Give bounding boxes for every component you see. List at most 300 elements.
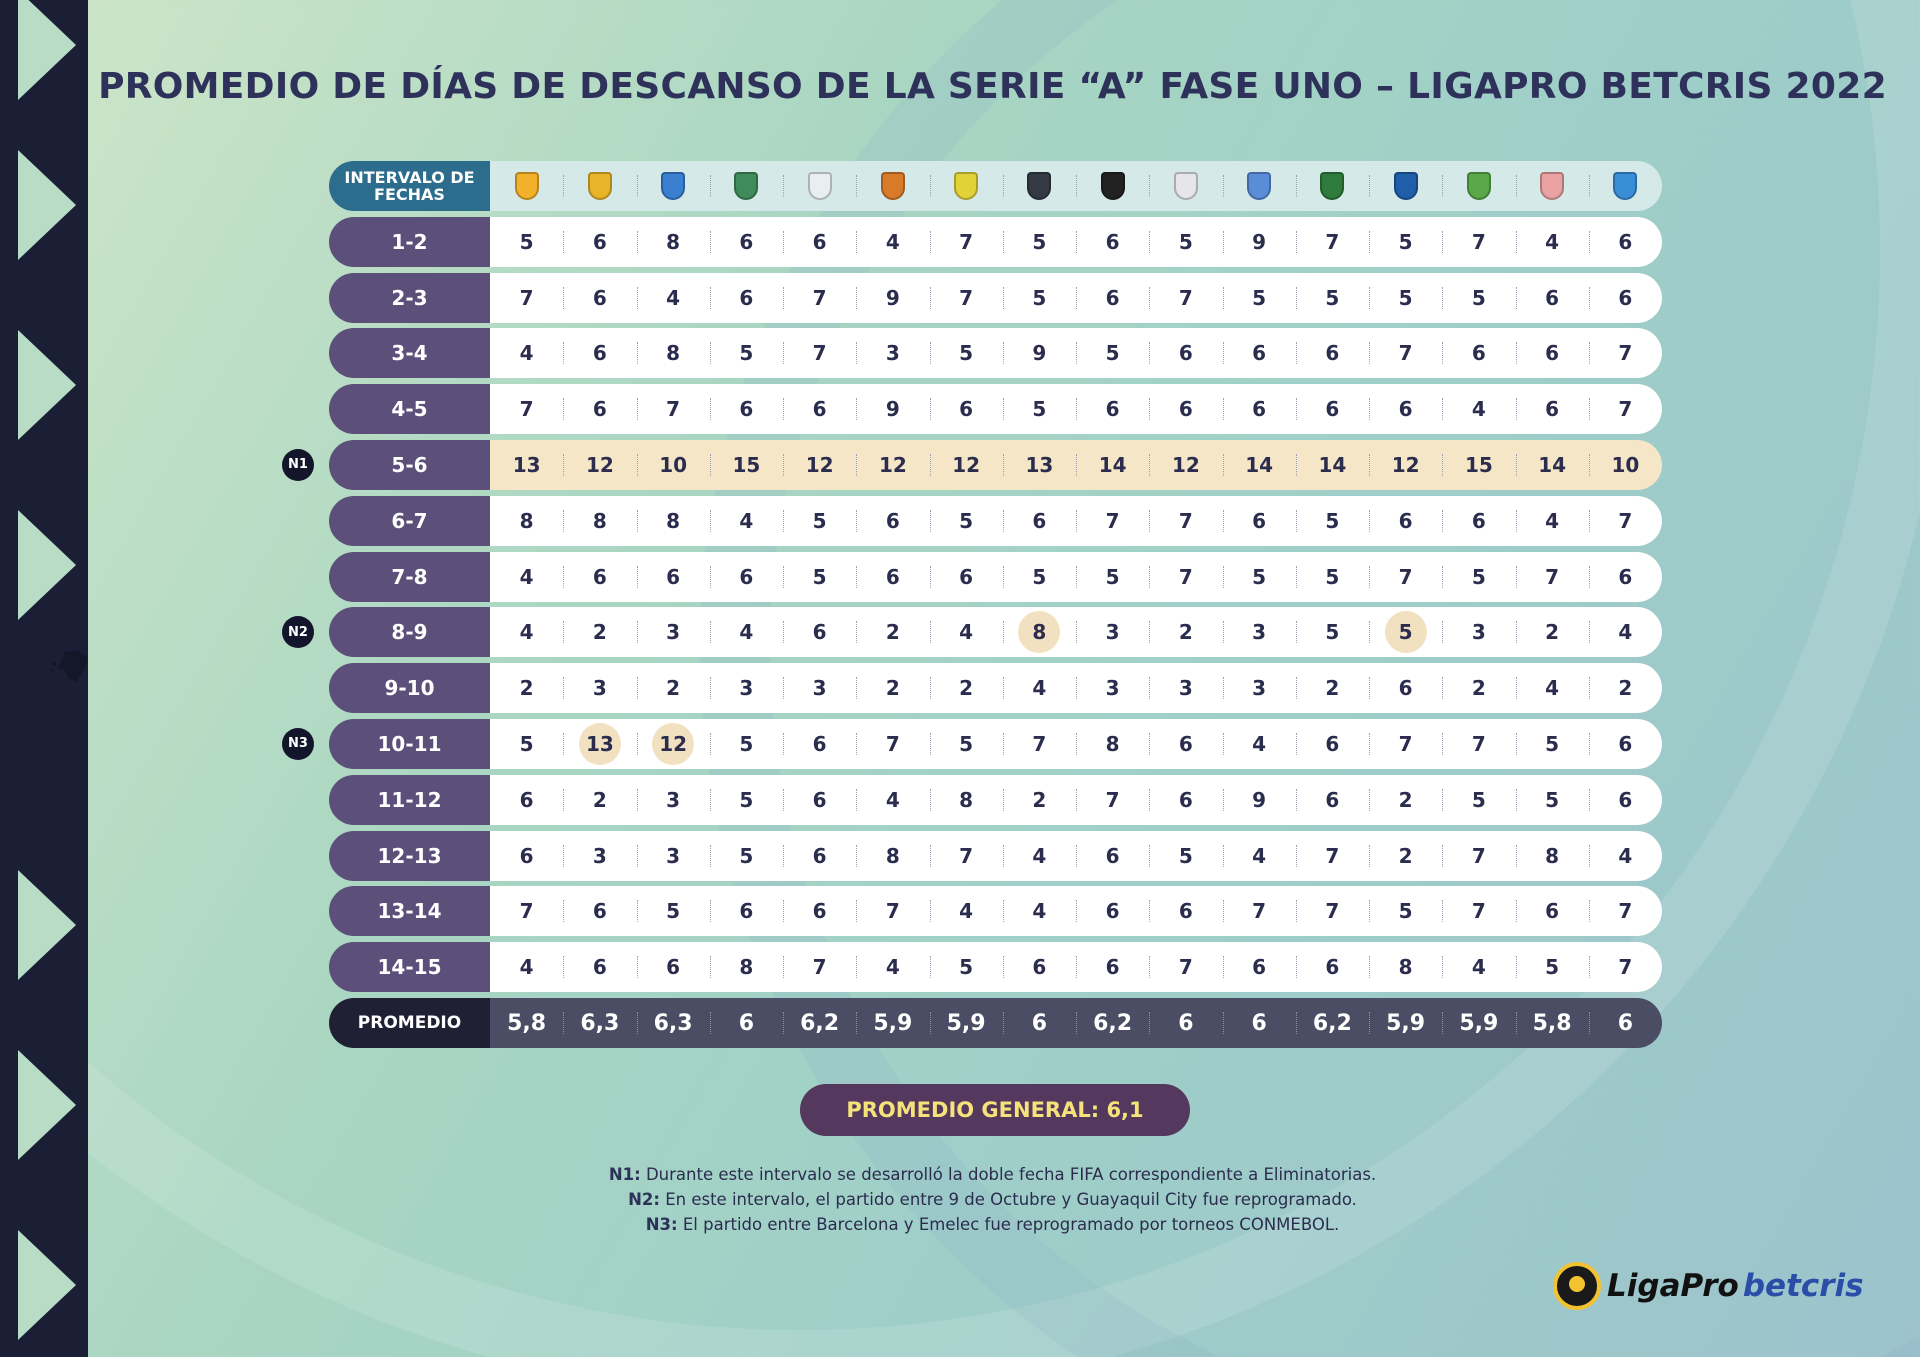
table-cell: 4	[856, 942, 929, 992]
table-cell: 3	[637, 831, 710, 881]
table-cell: 5	[1149, 217, 1222, 267]
table-cell: 4	[1003, 886, 1076, 936]
table-cell: 6	[1296, 942, 1369, 992]
table-cell: 6	[1149, 775, 1222, 825]
emelec-crest-icon	[661, 172, 685, 200]
table-cell: 5	[1516, 942, 1589, 992]
table-row	[329, 217, 1662, 267]
table-cell: 6	[930, 552, 1003, 602]
table-cell: 5	[1076, 328, 1149, 378]
interval-label: 6-7	[329, 496, 490, 546]
table-cell: 6	[783, 384, 856, 434]
table-row	[329, 831, 1662, 881]
table-cell: 8	[637, 217, 710, 267]
table-cell: 12	[1149, 440, 1222, 490]
note-badge: N1	[282, 449, 314, 481]
9-de-octubre-crest-icon	[1394, 172, 1418, 200]
table-cell: 6	[856, 496, 929, 546]
table-cell: 7	[519, 397, 534, 422]
table-cell: 7	[1369, 552, 1442, 602]
table-cell: 4	[1442, 384, 1515, 434]
tecnico-universitario-crest-icon	[1540, 172, 1564, 200]
table-cell: 2	[930, 663, 1003, 713]
table-row	[288, 607, 1662, 657]
table-cell: 4	[710, 496, 783, 546]
table-cell: 3	[563, 663, 636, 713]
table-cell: 6	[563, 942, 636, 992]
table-cell: 6	[1149, 384, 1222, 434]
mushuc-runa-crest-icon	[1320, 172, 1344, 200]
table-cell: 6	[710, 552, 783, 602]
team-logo-cell	[930, 161, 1003, 211]
table-cell: 6	[1149, 719, 1222, 769]
table-row	[329, 273, 1662, 323]
table-cell: 12	[856, 440, 929, 490]
table-cell: 14	[1223, 440, 1296, 490]
table-cell: 7	[1296, 886, 1369, 936]
table-cell: 7	[1442, 719, 1515, 769]
interval-label: 7-8	[329, 552, 490, 602]
table-cell: 3	[710, 663, 783, 713]
average-cell: 6	[1589, 998, 1662, 1048]
table-cell: 4	[1589, 607, 1662, 657]
table-cell: 2	[1149, 607, 1222, 657]
rest-days-table	[288, 161, 1662, 1054]
table-cell: 8	[637, 328, 710, 378]
table-cell: 6	[1442, 328, 1515, 378]
table-cell: 6	[1076, 217, 1149, 267]
table-cell: 6	[1149, 886, 1222, 936]
table-cell: 6	[930, 384, 1003, 434]
table-cell: 6	[637, 942, 710, 992]
table-cell: 7	[1589, 942, 1662, 992]
table-cell: 6	[1516, 886, 1589, 936]
note-badge: N3	[282, 728, 314, 760]
team-logo-cell	[490, 161, 563, 211]
table-cell: 7	[856, 886, 929, 936]
table-cell: 7	[930, 831, 1003, 881]
interval-header: INTERVALO DE FECHAS	[329, 161, 490, 211]
table-cell: 6	[1223, 942, 1296, 992]
table-cell: 6	[783, 217, 856, 267]
table-cell: 7	[1442, 831, 1515, 881]
average-cell: 5,9	[856, 998, 929, 1048]
table-cell: 4	[856, 217, 929, 267]
table-cell: 5	[1003, 552, 1076, 602]
table-cell: 8	[1076, 719, 1149, 769]
table-cell: 6	[1296, 384, 1369, 434]
table-cell: 9	[856, 384, 929, 434]
table-cell: 3	[783, 663, 856, 713]
table-cell: 6	[856, 552, 929, 602]
table-cell: 5	[930, 328, 1003, 378]
table-cell: 6	[1369, 384, 1442, 434]
table-cell: 4	[1442, 942, 1515, 992]
table-row	[329, 496, 1662, 546]
table-cell: 6	[783, 775, 856, 825]
table-row	[329, 552, 1662, 602]
table-cell: 7	[1149, 496, 1222, 546]
table-cell: 2	[1516, 607, 1589, 657]
table-cell: 4	[637, 273, 710, 323]
table-cell: 7	[519, 285, 534, 310]
table-cell: 5	[930, 719, 1003, 769]
average-label: PROMEDIO	[329, 998, 490, 1048]
table-cell: 6	[1369, 496, 1442, 546]
table-cell: 5	[710, 328, 783, 378]
table-cell: 6	[1076, 384, 1149, 434]
team-logo-cell	[637, 161, 710, 211]
table-cell: 6	[1003, 942, 1076, 992]
table-cell: 8	[856, 831, 929, 881]
table-cell: 6	[1516, 328, 1589, 378]
table-cell: 10	[1589, 440, 1662, 490]
table-cell: 12	[563, 440, 636, 490]
table-cell: 4	[930, 886, 1003, 936]
table-cell-marked: 8	[1003, 607, 1076, 657]
interval-label: 8-9	[329, 607, 490, 657]
average-cell: 6,2	[1076, 998, 1149, 1048]
table-cell: 2	[519, 676, 534, 701]
table-cell: 6	[710, 384, 783, 434]
table-cell: 6	[637, 552, 710, 602]
table-cell: 9	[856, 273, 929, 323]
table-cell: 6	[1296, 328, 1369, 378]
table-cell: 6	[1589, 273, 1662, 323]
ldu-quito-crest-icon	[1174, 172, 1198, 200]
table-cell: 7	[1589, 886, 1662, 936]
table-cell: 7	[1149, 942, 1222, 992]
interval-label: 11-12	[329, 775, 490, 825]
table-cell: 5	[1223, 552, 1296, 602]
table-row	[329, 663, 1662, 713]
team-logo-cell	[1296, 161, 1369, 211]
table-cell: 7	[783, 328, 856, 378]
table-cell: 4	[1589, 831, 1662, 881]
independiente-crest-icon	[1101, 172, 1125, 200]
table-cell: 6	[710, 273, 783, 323]
average-cell: 5,9	[930, 998, 1003, 1048]
interval-label: 3-4	[329, 328, 490, 378]
page-title: PROMEDIO DE DÍAS DE DESCANSO DE LA SERIE “A” FASE UNO – LIGAPRO BETCRIS 2022	[98, 66, 1887, 107]
table-cell: 12	[783, 440, 856, 490]
table-cell: 4	[856, 775, 929, 825]
table-cell: 9	[1223, 217, 1296, 267]
table-cell: 5	[930, 496, 1003, 546]
table-cell: 15	[710, 440, 783, 490]
team-logo-cell	[1076, 161, 1149, 211]
table-cell: 5	[1296, 607, 1369, 657]
table-cell: 6	[563, 552, 636, 602]
table-cell: 4	[519, 341, 534, 366]
table-cell: 7	[1589, 384, 1662, 434]
average-cell: 6,3	[637, 998, 710, 1048]
guayaquil-city-crest-icon	[808, 172, 832, 200]
table-cell: 4	[519, 955, 534, 980]
table-cell: 6	[563, 273, 636, 323]
table-row	[329, 886, 1662, 936]
table-cell: 6	[563, 328, 636, 378]
table-cell: 8	[563, 496, 636, 546]
table-cell: 6	[1442, 496, 1515, 546]
table-cell: 5	[1223, 273, 1296, 323]
orense-crest-icon	[734, 172, 758, 200]
table-cell: 7	[1442, 217, 1515, 267]
deportivo-cuenca-crest-icon	[1027, 172, 1051, 200]
table-cell: 5	[1296, 552, 1369, 602]
ligapro-betcris-logo: LigaPro betcris	[1553, 1262, 1864, 1310]
table-cell: 4	[519, 620, 534, 645]
table-cell: 13	[512, 452, 541, 477]
table-cell: 6	[1589, 719, 1662, 769]
table-cell: 5	[1442, 552, 1515, 602]
team-logo-cell	[563, 161, 636, 211]
table-cell: 6	[783, 607, 856, 657]
table-row	[288, 719, 1662, 769]
macara-crest-icon	[1247, 172, 1271, 200]
table-cell: 6	[1076, 831, 1149, 881]
table-cell: 6	[1223, 496, 1296, 546]
average-cell: 5,8	[507, 1010, 547, 1036]
table-cell: 6	[783, 886, 856, 936]
table-cell: 6	[1369, 663, 1442, 713]
average-cell: 6	[1223, 998, 1296, 1048]
table-row	[288, 440, 1662, 490]
ecuador-map-icon	[50, 648, 94, 688]
table-cell: 9	[1223, 775, 1296, 825]
table-cell: 6	[563, 217, 636, 267]
average-cell: 6,2	[1296, 998, 1369, 1048]
team-logos	[490, 161, 1662, 211]
table-cell: 5	[1369, 273, 1442, 323]
interval-label: 4-5	[329, 384, 490, 434]
table-cell: 6	[1516, 273, 1589, 323]
table-cell: 6	[1003, 496, 1076, 546]
general-average-badge: PROMEDIO GENERAL: 6,1	[800, 1084, 1190, 1136]
table-cell: 15	[1442, 440, 1515, 490]
table-cell: 14	[1296, 440, 1369, 490]
table-cell: 2	[563, 607, 636, 657]
table-cell: 6	[1076, 942, 1149, 992]
table-cell: 10	[637, 440, 710, 490]
table-cell: 2	[1442, 663, 1515, 713]
table-cell: 5	[1003, 217, 1076, 267]
ligapro-ball-icon	[1553, 1262, 1601, 1310]
table-cell: 8	[1369, 942, 1442, 992]
table-cell: 5	[1369, 217, 1442, 267]
table-cell: 3	[1442, 607, 1515, 657]
interval-label: 1-2	[329, 217, 490, 267]
table-cell: 6	[1076, 273, 1149, 323]
table-cell: 6	[1589, 217, 1662, 267]
average-cell: 6,3	[563, 998, 636, 1048]
average-cell: 5,9	[1369, 998, 1442, 1048]
team-logo-cell	[710, 161, 783, 211]
interval-label: 2-3	[329, 273, 490, 323]
table-cell: 2	[637, 663, 710, 713]
table-cell: 6	[783, 719, 856, 769]
footnote-n3: N3: El partido entre Barcelona y Emelec fue reprogramado por torneos CONMEBOL.	[645, 1215, 1340, 1234]
table-cell: 6	[1296, 719, 1369, 769]
table-cell: 6	[710, 886, 783, 936]
table-header-row	[329, 161, 1662, 211]
table-cell: 6	[710, 217, 783, 267]
table-cell: 5	[519, 229, 534, 254]
table-cell: 7	[1516, 552, 1589, 602]
table-cell: 3	[637, 775, 710, 825]
table-cell: 7	[1296, 217, 1369, 267]
table-cell: 14	[1076, 440, 1149, 490]
table-cell: 6	[1296, 775, 1369, 825]
table-cell: 4	[1223, 831, 1296, 881]
footnotes	[0, 1162, 1920, 1237]
table-cell: 7	[1149, 552, 1222, 602]
table-cell: 7	[930, 217, 1003, 267]
table-cell: 7	[1223, 886, 1296, 936]
table-cell: 2	[1369, 775, 1442, 825]
average-cell: 6	[1003, 998, 1076, 1048]
table-cell: 7	[1076, 775, 1149, 825]
table-cell: 4	[710, 607, 783, 657]
table-cell: 14	[1516, 440, 1589, 490]
table-cell: 5	[1003, 384, 1076, 434]
table-cell: 6	[563, 384, 636, 434]
table-cell: 4	[519, 564, 534, 589]
average-row	[329, 998, 1662, 1048]
interval-label: 14-15	[329, 942, 490, 992]
table-cell: 6	[783, 831, 856, 881]
table-cell: 5	[1369, 886, 1442, 936]
table-cell: 4	[1003, 663, 1076, 713]
table-cell: 7	[519, 899, 534, 924]
table-cell: 5	[710, 775, 783, 825]
team-logo-cell	[1003, 161, 1076, 211]
universidad-catolica-crest-icon	[1613, 172, 1637, 200]
footnote-n1: N1: Durante este intervalo se desarrolló la doble fecha FIFA correspondiente a Eliminatorias.	[608, 1165, 1377, 1184]
interval-label: 5-6	[329, 440, 490, 490]
table-cell: 5	[1296, 496, 1369, 546]
table-cell: 7	[1149, 273, 1222, 323]
interval-label: 12-13	[329, 831, 490, 881]
table-cell: 2	[1369, 831, 1442, 881]
table-cell: 3	[1223, 607, 1296, 657]
table-cell: 7	[856, 719, 929, 769]
table-cell: 4	[1516, 663, 1589, 713]
table-cell: 6	[1223, 328, 1296, 378]
table-cell: 6	[1589, 552, 1662, 602]
table-cell: 7	[637, 384, 710, 434]
table-cell: 7	[1589, 328, 1662, 378]
table-cell: 4	[1003, 831, 1076, 881]
table-cell: 7	[783, 273, 856, 323]
average-cell: 5,8	[1516, 998, 1589, 1048]
table-cell: 2	[1296, 663, 1369, 713]
table-cell: 5	[1296, 273, 1369, 323]
table-cell: 4	[1223, 719, 1296, 769]
table-cell: 3	[1076, 607, 1149, 657]
table-cell: 6	[1223, 384, 1296, 434]
table-cell: 13	[1003, 440, 1076, 490]
table-cell-marked: 13	[563, 719, 636, 769]
table-row	[329, 384, 1662, 434]
table-cell: 7	[1589, 496, 1662, 546]
table-cell: 2	[563, 775, 636, 825]
table-cell: 3	[637, 607, 710, 657]
table-cell: 8	[710, 942, 783, 992]
table-cell-marked: 5	[1369, 607, 1442, 657]
table-cell: 5	[1003, 273, 1076, 323]
table-cell: 7	[1369, 719, 1442, 769]
table-cell: 4	[1516, 496, 1589, 546]
average-cell: 5,9	[1442, 998, 1515, 1048]
team-logo-cell	[1589, 161, 1662, 211]
table-cell: 3	[563, 831, 636, 881]
table-cell: 7	[1442, 886, 1515, 936]
cumbaya-crest-icon	[881, 172, 905, 200]
team-logo-cell	[1516, 161, 1589, 211]
table-cell-marked: 12	[637, 719, 710, 769]
table-cell: 8	[519, 508, 534, 533]
table-cell: 7	[1369, 328, 1442, 378]
table-cell: 5	[1076, 552, 1149, 602]
table-cell: 5	[783, 496, 856, 546]
table-cell: 6	[1076, 886, 1149, 936]
table-row	[329, 775, 1662, 825]
table-cell: 5	[783, 552, 856, 602]
note-badge: N2	[282, 616, 314, 648]
team-logo-cell	[1223, 161, 1296, 211]
table-cell: 5	[1149, 831, 1222, 881]
table-cell: 5	[637, 886, 710, 936]
table-cell: 12	[930, 440, 1003, 490]
team-logo-cell	[1369, 161, 1442, 211]
table-cell: 2	[856, 663, 929, 713]
gualaceo-crest-icon	[1467, 172, 1491, 200]
team-logo-cell	[783, 161, 856, 211]
table-cell: 6	[1149, 328, 1222, 378]
table-row	[329, 942, 1662, 992]
table-cell: 5	[1516, 719, 1589, 769]
team-logo-cell	[856, 161, 929, 211]
table-cell: 7	[1296, 831, 1369, 881]
footnote-n2: N2: En este intervalo, el partido entre 9 de Octubre y Guayaquil City fue reprogramado.	[628, 1190, 1357, 1209]
table-cell: 5	[1442, 775, 1515, 825]
table-cell: 5	[1516, 775, 1589, 825]
table-cell: 4	[1516, 217, 1589, 267]
table-cell: 6	[1516, 384, 1589, 434]
table-cell: 7	[1003, 719, 1076, 769]
average-cell: 6,2	[783, 998, 856, 1048]
team-logo-cell	[1442, 161, 1515, 211]
aucas-crest-icon	[515, 172, 539, 200]
table-cell: 8	[637, 496, 710, 546]
interval-label: 13-14	[329, 886, 490, 936]
table-cell: 6	[1589, 775, 1662, 825]
table-cell: 5	[519, 731, 534, 756]
table-cell: 3	[1076, 663, 1149, 713]
table-cell: 2	[1589, 663, 1662, 713]
table-cell: 7	[1076, 496, 1149, 546]
table-cell: 3	[856, 328, 929, 378]
table-cell: 3	[1149, 663, 1222, 713]
table-cell: 5	[710, 831, 783, 881]
table-cell: 2	[1003, 775, 1076, 825]
table-cell: 7	[783, 942, 856, 992]
table-cell: 8	[930, 775, 1003, 825]
table-cell: 6	[563, 886, 636, 936]
table-cell: 8	[1516, 831, 1589, 881]
barcelona-crest-icon	[588, 172, 612, 200]
